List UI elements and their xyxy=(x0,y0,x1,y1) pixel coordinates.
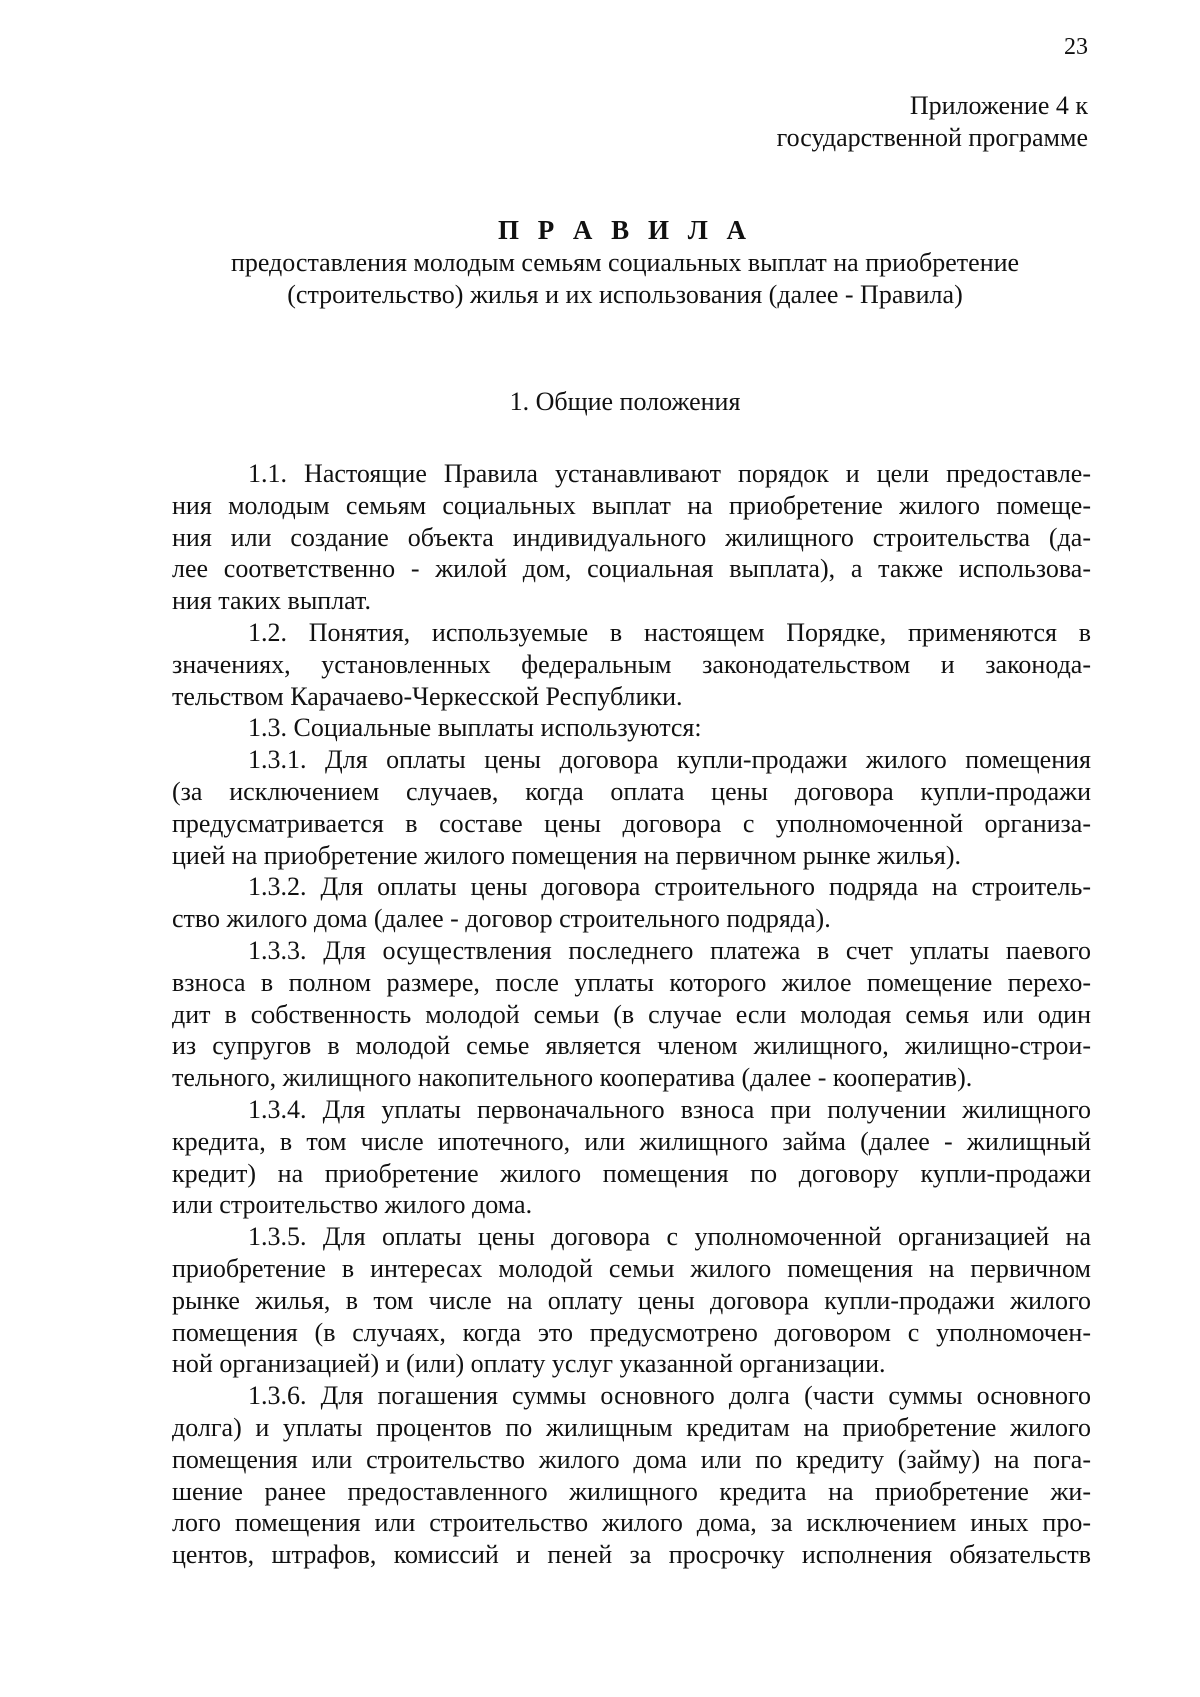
paragraph-line: ния таких выплат. xyxy=(172,586,371,616)
paragraph xyxy=(172,935,1091,1094)
subtitle-line-1: предоставления молодым семьям социальных выплат на приобретение xyxy=(230,248,1020,277)
paragraph-line: помещения или строительство жилого дома или по кредиту (займу) на пога- xyxy=(172,1444,1091,1474)
paragraph-line: или строительство жилого дома. xyxy=(172,1190,533,1220)
paragraph-line: (за исключением случаев, когда оплата цены договора купли-продажи xyxy=(172,776,1091,806)
paragraph-line: тельного, жилищного накопительного кооператива (далее - кооператив). xyxy=(172,1063,973,1093)
paragraph-line: ния или создание объекта индивидуального жилищного строительства (да- xyxy=(172,522,1091,552)
paragraph xyxy=(172,617,1091,712)
appendix-reference xyxy=(777,90,1088,154)
paragraph-line: ния молодым семьям социальных выплат на приобретение жилого помеще- xyxy=(172,490,1091,520)
document-body xyxy=(172,458,1091,1571)
appendix-line-1: Приложение 4 к xyxy=(909,91,1088,120)
paragraph-line: приобретение в интересах молодой семьи жилого помещения на первичном xyxy=(172,1253,1091,1283)
paragraph-line: долга) и уплаты процентов по жилищным кредитам на приобретение жилого xyxy=(172,1412,1091,1442)
subtitle-line-2: (строительство) жилья и их использования (далее - Правила) xyxy=(287,280,963,309)
paragraph-line: 1.3.1. Для оплаты цены договора купли-продажи жилого помещения xyxy=(248,745,1091,775)
paragraph-line: рынке жилья, в том числе на оплату цены договора купли-продажи жилого xyxy=(172,1285,1091,1315)
paragraph-line: взноса в полном размере, после уплаты которого жилое помещение перехо- xyxy=(172,967,1091,997)
paragraph-line: кредита, в том числе ипотечного, или жилищного займа (далее - жилищный xyxy=(172,1126,1091,1156)
document-title-block xyxy=(160,213,1090,311)
paragraph xyxy=(172,712,1091,744)
paragraph-line: 1.3.5. Для оплаты цены договора с уполномоченной организацией на xyxy=(248,1222,1091,1252)
paragraph-line: из супругов в молодой семье является членом жилищного, жилищно-строи- xyxy=(172,1031,1091,1061)
paragraph xyxy=(172,871,1091,935)
paragraph-line: значениях, установленных федеральным законодательством и законода- xyxy=(172,649,1091,679)
paragraph-line: ство жилого дома (далее - договор строительного подряда). xyxy=(172,904,831,934)
paragraph-line: дит в собственность молодой семьи (в случае если молодая семья или один xyxy=(172,999,1091,1029)
paragraph-line: шение ранее предоставленного жилищного кредита на приобретение жи- xyxy=(172,1476,1091,1506)
paragraph-line: лее соответственно - жилой дом, социальная выплата), а также использова- xyxy=(172,554,1091,584)
paragraph-line: 1.2. Понятия, используемые в настоящем Порядке, применяются в xyxy=(248,617,1091,647)
paragraph-line: цией на приобретение жилого помещения на первичном рынке жилья). xyxy=(172,840,962,870)
appendix-line-2: государственной программе xyxy=(776,123,1088,152)
paragraph-line: ной организацией) и (или) оплату услуг указанной организации. xyxy=(172,1349,886,1379)
paragraph xyxy=(172,458,1091,617)
paragraph-line: лого помещения или строительство жилого дома, за исключением иных про- xyxy=(172,1508,1091,1538)
paragraph-line: 1.3.6. Для погашения суммы основного долга (части суммы основного xyxy=(248,1381,1091,1411)
document-subtitle xyxy=(160,247,1090,311)
paragraph-line: 1.3.2. Для оплаты цены договора строительного подряда на строитель- xyxy=(248,872,1091,902)
paragraph-line: 1.3. Социальные выплаты используются: xyxy=(248,713,702,743)
paragraph-line: центов, штрафов, комиссий и пеней за просрочку исполнения обязательств xyxy=(172,1540,1091,1570)
paragraph-line: 1.3.4. Для уплаты первоначального взноса при получении жилищного xyxy=(248,1094,1091,1124)
page-number: 23 xyxy=(1064,34,1088,60)
paragraph-line: 1.1. Настоящие Правила устанавливают порядок и цели предоставле- xyxy=(248,459,1091,488)
paragraph xyxy=(172,1221,1091,1380)
paragraph-line: тельством Карачаево-Черкесской Республики. xyxy=(172,681,683,711)
section-heading: 1. Общие положения xyxy=(509,387,741,416)
paragraph-line: помещения (в случаях, когда это предусмотрено договором с уполномочен- xyxy=(172,1317,1091,1347)
paragraph xyxy=(172,1094,1091,1221)
paragraph xyxy=(172,1380,1091,1571)
document-title: П Р А В И Л А xyxy=(497,215,753,245)
paragraph-line: 1.3.3. Для осуществления последнего платежа в счет уплаты паевого xyxy=(248,935,1091,965)
paragraph xyxy=(172,744,1091,871)
paragraph-line: кредит) на приобретение жилого помещения по договору купли-продажи xyxy=(172,1158,1091,1188)
paragraph-line: предусматривается в составе цены договора с уполномоченной организа- xyxy=(172,808,1091,838)
